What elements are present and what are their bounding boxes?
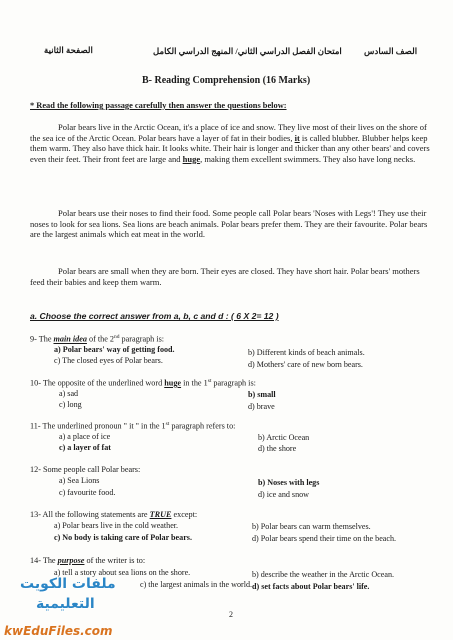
- q12-option-d[interactable]: d) ice and snow: [258, 490, 310, 499]
- q9-option-b[interactable]: b) Different kinds of beach animals.: [248, 348, 365, 357]
- q11-option-a[interactable]: a) a place of ice: [59, 432, 111, 441]
- q14-mid: of the writer is to:: [84, 556, 146, 565]
- q9-sup: nd: [114, 334, 120, 340]
- passage-instruction: * Read the following passage carefully then answer the questions below:: [30, 101, 287, 110]
- q10-option-d[interactable]: d) brave: [248, 402, 275, 411]
- q9-option-a[interactable]: a) Polar bears' way of getting food.: [54, 345, 175, 354]
- q10-mid: in the 1: [181, 378, 208, 388]
- passage-p1-part-a: Polar bears live in the Arctic Ocean, it's a place of ice and snow. They live most of their lives on the shore of the sea ice of the Arctic Ocean. Polar bears have a layer of fat in their bodies,: [30, 122, 427, 143]
- question-11: [30, 421, 235, 431]
- question-12: 12- Some people call Polar bears:: [30, 465, 141, 474]
- q13-text: 13- All the following statements are: [30, 510, 150, 519]
- section-title: B- Reading Comprehension (16 Marks): [142, 75, 311, 86]
- passage-p1-part-c: , making them excellent swimmers. They also have long necks.: [200, 153, 416, 164]
- q10-text: 10- The opposite of the underlined word: [30, 378, 165, 388]
- q10-option-c[interactable]: c) long: [59, 400, 82, 409]
- q9-text: 9- The: [30, 334, 54, 344]
- q9-option-d[interactable]: d) Mothers' care of new born bears.: [248, 360, 363, 369]
- passage-paragraph-3: Polar bears are small when they are born. Their eyes are closed. They have short hair. Polar bears' mothers feed their babies and keep them warm.: [30, 266, 420, 287]
- q13-key: TRUE: [149, 510, 172, 519]
- exam-title: امتحان الفصل الدراسي الثاني/ المنهج الدراسي الكامل: [153, 46, 342, 56]
- q13-option-b[interactable]: b) Polar bears can warm themselves.: [252, 522, 371, 531]
- q12-option-b[interactable]: b) Noses with legs: [258, 478, 320, 487]
- q9-mid: of the 2: [86, 334, 114, 344]
- q11-option-b[interactable]: b) Arctic Ocean: [258, 433, 310, 442]
- watermark-arabic-line2: التعليمية: [36, 596, 95, 612]
- q10-sup: st: [207, 378, 212, 384]
- q11-option-c[interactable]: c) a layer of fat: [59, 443, 111, 452]
- q10-option-b[interactable]: b) small: [248, 390, 276, 399]
- part-a-heading: a. Choose the correct answer from a, b, c and d : ( 6 X 2= 12 ): [30, 311, 279, 321]
- q11-sup: st: [165, 421, 170, 427]
- grade-label: الصف السادس: [364, 46, 418, 56]
- q14-key: purpose: [57, 556, 85, 565]
- q9-option-c[interactable]: c) The closed eyes of Polar bears.: [54, 356, 163, 365]
- q13-option-c[interactable]: c) No body is taking care of Polar bears.: [54, 533, 192, 542]
- q11-post: paragraph refers to:: [169, 421, 236, 431]
- q14-text: 14- The: [30, 556, 58, 565]
- q10-option-a[interactable]: a) sad: [59, 389, 79, 398]
- q14-option-b[interactable]: b) describe the weather in the Arctic Ocean.: [252, 570, 395, 579]
- q9-key: main idea: [53, 334, 87, 344]
- q11-text: 11- The underlined pronoun " it " in the 1: [30, 421, 166, 431]
- q10-key: huge: [164, 378, 182, 388]
- q13-option-a[interactable]: a) Polar bears live in the cold weather.: [54, 521, 179, 530]
- passage-paragraph-2: Polar bears use their noses to find their food. Some people call Polar bears 'Noses with Legs'! They use their noses to look for sea lions. Sea lions are beach animals. Polar bears prefer them. They are their favourite. Polar bears are the largest animals which eat meat in the world.: [30, 208, 428, 240]
- q12-option-c[interactable]: c) favourite food.: [59, 488, 116, 497]
- q12-option-a[interactable]: a) Sea Lions: [59, 476, 100, 485]
- q10-post: paragraph is:: [211, 378, 256, 388]
- page-number: 2: [229, 610, 233, 619]
- q14-option-d[interactable]: d) set facts about Polar bears' life.: [252, 582, 370, 591]
- q13-option-d[interactable]: d) Polar bears spend their time on the beach.: [252, 534, 397, 543]
- question-13: [30, 510, 197, 519]
- q11-option-d[interactable]: d) the shore: [258, 444, 297, 453]
- passage-paragraph-1: [30, 122, 430, 164]
- passage-p1-it: it: [294, 132, 300, 143]
- q14-option-a[interactable]: a) tell a story about sea lions on the shore.: [54, 568, 191, 577]
- watermark-logo: [0, 568, 132, 640]
- passage-p1-huge: huge: [182, 153, 201, 164]
- question-14: [30, 556, 145, 565]
- page-label: الصفحة الثانية: [44, 45, 93, 55]
- question-9: [30, 334, 164, 344]
- watermark-url: kwEduFiles.com: [4, 624, 113, 638]
- q14-option-c[interactable]: c) the largest animals in the world.: [140, 580, 253, 589]
- question-10: [30, 378, 256, 388]
- q9-post: paragraph is:: [119, 334, 165, 344]
- q13-mid: except:: [171, 510, 198, 519]
- passage-p1-part-b: is called blubber. Blubber helps keep them warm. They also have thick hair. It looks white. Their hair is longer and thicker than any other bears' and covers even their feet. Their front feet are large and: [30, 132, 430, 164]
- watermark-arabic-line1: ملفات الكويت: [20, 576, 116, 592]
